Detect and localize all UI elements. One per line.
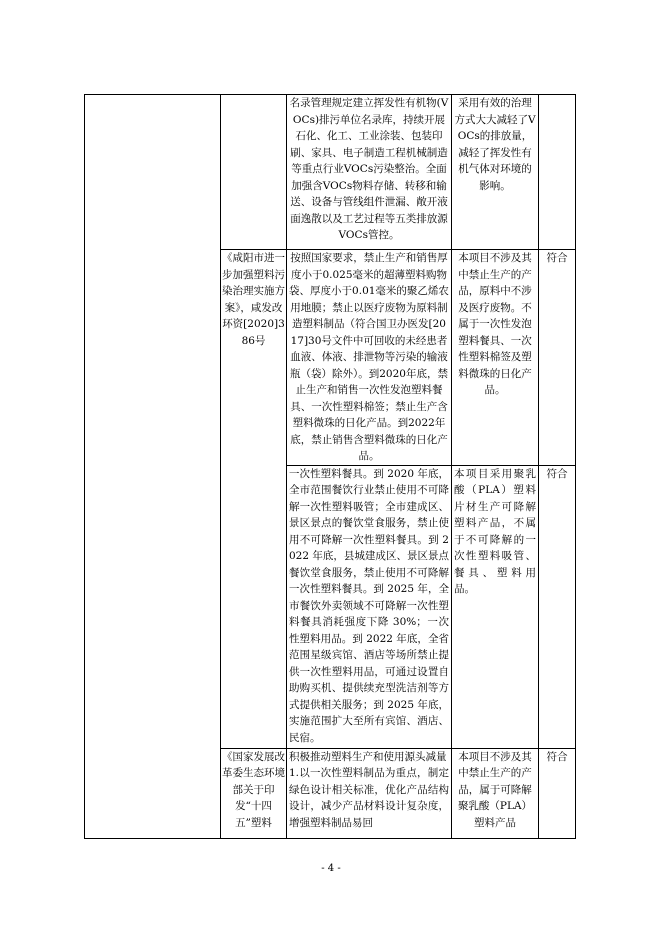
requirement-text: 一次性塑料餐具。到 2020 年底，全市范围餐饮行业禁止使用不可降解一次性塑料吸管；全市建成区、景区景点的餐饮堂食服务，禁止使用不可降解一次性塑料餐具。到 2022 年底，县城建成区、景区景点餐饮堂食服务，禁止使用不可降解一次性塑料餐具。到 2025 年，全市餐饮外卖领域不可降解一次性塑料餐具消耗强度下降 30%；一次性塑料用品。到 2022 年底，全省范围星级宾馆、酒店等场所禁止提供一次性塑料用品，可通过设置自助购买机、提供续充型洗洁剂等方式提供相关服务；到 2025 年底，实施范围扩大至所有宾馆、酒店、民宿。 (289, 467, 449, 744)
blank-category-cell (85, 95, 221, 839)
result-cell (539, 95, 576, 250)
table-row (85, 95, 576, 250)
requirement-cell (287, 250, 452, 466)
requirement-cell (287, 465, 452, 748)
policy-text: 《国家发展改革委生态环境部关于印发“十四五”塑料 (222, 750, 285, 829)
requirement-cell (287, 748, 452, 838)
requirement-cell (287, 95, 452, 250)
requirement-text: 积极推动塑料生产和使用源头减量 1.以一次性塑料制品为重点，制定绿色设计相关标准，优化产品结构设计，减少产品材料设计复杂度，增强塑料制品易回 (289, 750, 449, 829)
requirement-text: 名录管理规定建立挥发性有机物(VOCs)排污单位名录库，持续开展石化、化工、工业涂装、包装印刷、家具、电子制造工程机械制造等重点行业VOCs污染整治。全面加强含VOCs物料存储、转移和输送、设备与管线组件泄漏、敞开液面逸散以及工艺过程等五类排放源VOCs管控。 (289, 97, 449, 241)
project-cell (452, 465, 539, 748)
project-cell (452, 748, 539, 838)
project-cell (452, 250, 539, 466)
compliance-table (84, 94, 576, 839)
project-text: 本项目采用聚乳酸（PLA）塑料片材生产可降解塑料产品，不属于不可降解的一次性塑料吸管、餐具、塑料用品。 (454, 467, 536, 595)
result-text: 符合 (546, 252, 568, 264)
result-text: 符合 (546, 467, 568, 480)
policy-cell (221, 250, 287, 749)
requirement-text: 按照国家要求，禁止生产和销售厚度小于0.025毫米的超薄塑料购物袋、厚度小于0.01毫米的聚乙烯农用地膜；禁止以医疗废物为原料制造塑料制品（符合国卫办医发[2017]30号文件中可回收的未经患者血液、体液、排泄物等污染的输液瓶（袋）除外）。到2020年底，禁止生产和销售一次性发泡塑料餐具、一次性塑料棉签；禁止生产含塑料微珠的日化产品。到2022年底，禁止销售含塑料微珠的日化产品。 (289, 252, 449, 462)
result-text: 符合 (546, 750, 568, 763)
result-cell (539, 748, 576, 838)
result-cell (539, 250, 576, 466)
page-number: - 4 - (321, 863, 341, 874)
policy-text: 《咸阳市进一步加强塑料污染治理实施方案》，咸发改环资[2020]386号 (222, 252, 285, 347)
project-text: 采用有效的治理方式大大减轻了VOCs的排放量，减轻了挥发性有机气体对环境的影响。 (454, 97, 536, 192)
project-text: 本项目不涉及其中禁止生产的产品，原料中不涉及医疗废物。不属于一次性发泡塑料餐具、一次性塑料棉签及塑料微珠的日化产品。 (458, 252, 532, 396)
result-cell (539, 465, 576, 748)
project-cell (452, 95, 539, 250)
policy-cell (221, 748, 287, 838)
policy-cell-empty (221, 95, 287, 250)
project-text: 本项目不涉及其中禁止生产的产品，属于可降解聚乳酸（PLA）塑料产品 (457, 750, 533, 829)
